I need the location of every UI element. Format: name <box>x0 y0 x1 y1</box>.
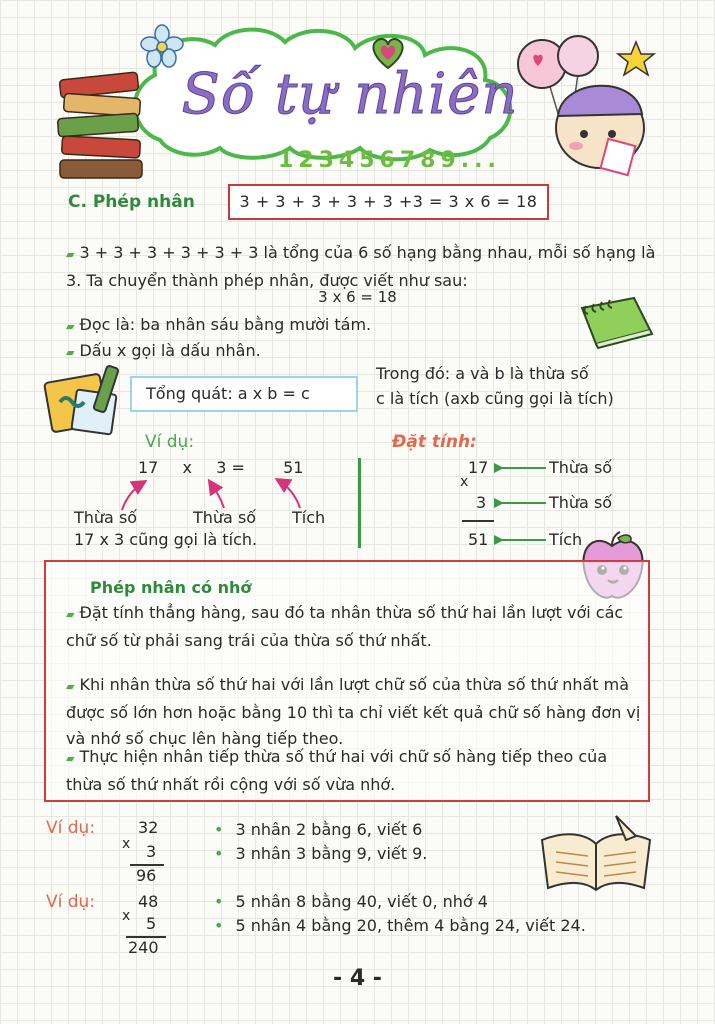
bullet-icon: ▰ <box>66 752 75 765</box>
vertical-arrows <box>494 458 550 550</box>
carry-text-3: Thực hiện nhân tiếp thừa số thứ hai với chữ số hàng tiếp theo của thừa số thứ nhất rồi cộng với số vừa nhớ. <box>66 747 608 794</box>
example-label: Ví dụ: <box>145 432 195 452</box>
calc-times-sign: x <box>122 908 131 924</box>
vertical-label-factor: Thừa số <box>549 458 613 477</box>
vertical-times-sign: x <box>460 474 469 490</box>
bullet-icon: • <box>214 916 224 935</box>
example-label: Ví dụ: <box>46 892 96 912</box>
example-label: Ví dụ: <box>46 818 96 838</box>
carry-paragraph-3 <box>66 744 636 798</box>
carry-title: Phép nhân có nhớ <box>90 578 252 597</box>
where-line-1: Trong đó: a và b là thừa số <box>376 364 589 383</box>
title-digits: 123456789... <box>278 148 501 173</box>
vertical-bottom-number: 3 <box>476 493 487 512</box>
carry-text-1: Đặt tính thẳng hàng, sau đó ta nhân thừa số thứ hai lần lượt với các chữ số từ phải sang trái của thừa số thứ nhất. <box>66 603 624 650</box>
example-times: x <box>182 458 193 477</box>
list-item: • 5 nhân 4 bằng 20, thêm 4 bằng 24, viết 24. <box>214 916 586 935</box>
where-line-2: c là tích (axb cũng gọi là tích) <box>376 389 614 408</box>
vertical-top-number: 17 <box>468 458 489 477</box>
page-title: Số tự nhiên <box>181 62 519 127</box>
bullet-icon: ▰ <box>66 608 75 621</box>
vertical-label-factor: Thừa số <box>549 493 613 512</box>
open-book-icon <box>536 810 656 896</box>
calc-top-number: 32 <box>138 818 159 837</box>
vertical-divider <box>358 458 361 548</box>
vertical-calc-label: Đặt tính: <box>392 432 477 452</box>
page-number: - 4 - <box>333 966 382 991</box>
calc-top-number: 48 <box>138 892 159 911</box>
example-factor-a: 17 <box>138 458 159 477</box>
example-factor-b: 3 = <box>216 458 245 477</box>
section-title: C. Phép nhân <box>68 192 195 212</box>
carry-paragraph-2 <box>66 672 646 752</box>
sign-text: Dấu x gọi là dấu nhân. <box>79 341 261 360</box>
carry-text-2: Khi nhân thừa số thứ hai với lần lượt chữ số của thừa số thứ nhất mà được số lớn hơn hoặc bằng 10 thì ta chỉ viết kết quả chữ số hàng đơn vị và nhớ số chục lên hàng tiếp theo. <box>66 675 641 748</box>
intro-formula: 3 x 6 = 18 <box>318 288 397 306</box>
bullet-icon: • <box>214 844 224 863</box>
where-text <box>376 361 614 411</box>
vertical-result-line <box>462 520 494 522</box>
bullet-icon: • <box>214 820 224 839</box>
books-stack-icon <box>52 66 150 186</box>
bullet-icon: ▰ <box>66 680 75 693</box>
bullet-icon: ▰ <box>66 248 75 261</box>
intro-text: 3 + 3 + 3 + 3 + 3 + 3 là tổng của 6 số hạng bằng nhau, mỗi số hạng là 3. Ta chuyển thành phép nhân, được viết như sau: <box>66 243 656 290</box>
read-text: Đọc là: ba nhân sáu bằng mười tám. <box>79 315 372 334</box>
vertical-label-product: Tích <box>549 530 583 549</box>
example-steps <box>214 890 586 938</box>
carry-paragraph-1 <box>66 600 626 654</box>
example-steps <box>214 818 427 866</box>
sign-line <box>66 338 261 366</box>
general-formula-box: Tổng quát: a x b = c <box>130 376 358 412</box>
intro-paragraph <box>66 240 656 294</box>
read-line <box>66 312 371 340</box>
bullet-icon: • <box>214 892 224 911</box>
calc-times-sign: x <box>122 836 131 852</box>
calc-result: 96 <box>136 866 157 885</box>
bullet-icon: ▰ <box>66 320 75 333</box>
vertical-result: 51 <box>468 530 489 549</box>
factor-label: Thừa số <box>74 508 138 527</box>
formula-box: 3 + 3 + 3 + 3 + 3 +3 = 3 x 6 = 18 <box>228 184 549 220</box>
list-item: • 3 nhân 3 bằng 9, viết 9. <box>214 844 428 863</box>
factor-label: Thừa số <box>193 508 257 527</box>
bullet-icon: ▰ <box>66 346 75 359</box>
product-label: Tích <box>292 508 326 527</box>
example-product: 51 <box>283 458 304 477</box>
calc-bottom-number: 5 <box>146 914 157 933</box>
crayon-card-icon <box>40 362 132 446</box>
example-note: 17 x 3 cũng gọi là tích. <box>74 530 258 549</box>
calc-result: 240 <box>128 938 159 957</box>
calc-bottom-number: 3 <box>146 842 157 861</box>
list-item: • 3 nhân 2 bằng 6, viết 6 <box>214 820 423 839</box>
list-item: • 5 nhân 8 bằng 40, viết 0, nhớ 4 <box>214 892 488 911</box>
